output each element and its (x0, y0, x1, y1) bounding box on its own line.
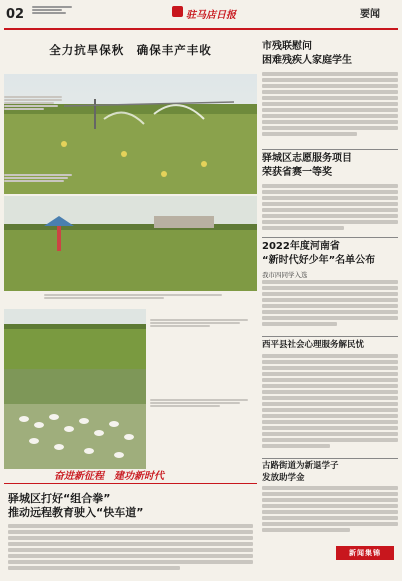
divider (262, 149, 398, 150)
photo-caption-top (4, 96, 64, 112)
article-3-title: 2022年度河南省 “新时代好少年”名单公布 (262, 241, 376, 266)
masthead-rule (4, 28, 398, 30)
article-2-title: 驿城区志愿服务项目 荣获省赛一等奖 (262, 153, 352, 178)
photo-caption-lower (150, 319, 250, 329)
photo-farmland (4, 309, 146, 369)
news-collection-label: 新闻集锦 (336, 546, 394, 560)
photo-woman-umbrella (4, 196, 257, 291)
banner-text: 奋进新征程 建功新时代 (54, 471, 164, 482)
article-1-title: 市残联慰问 困难残疾人家庭学生 (262, 41, 352, 66)
article-3-subtitle: 我市四同学入选 (262, 271, 308, 279)
section-label: 要闻 (360, 9, 380, 20)
article-3-body (262, 280, 398, 334)
newspaper-logo (172, 5, 234, 21)
date-info (32, 6, 92, 16)
article-4-body (262, 354, 398, 456)
divider (262, 237, 398, 238)
page-number: 02 (6, 7, 25, 22)
divider (262, 458, 398, 459)
article-4-title: 西平县社会心理服务解民忧 (262, 340, 365, 350)
photo-caption-mid (4, 174, 74, 184)
lead-title: 全力抗旱保秋 确保丰产丰收 (49, 43, 212, 57)
photo-caption-wide (44, 294, 224, 301)
photo-ducks (4, 369, 146, 469)
article-5-title: 古路街道为新退学子 发放助学金 (262, 461, 339, 483)
article-1-body (262, 72, 398, 144)
slogan-banner (4, 466, 257, 484)
article-2-body (262, 184, 398, 236)
lead-feature (4, 34, 257, 474)
divider (262, 336, 398, 337)
logo-text: 驻马店日报 (186, 10, 236, 21)
bottom-article-body (8, 524, 253, 578)
emblem-icon (172, 6, 183, 17)
masthead (0, 0, 402, 30)
photo-caption-bottom (150, 399, 250, 409)
bottom-article-title: 驿城区打好“组合拳” 推动远程教育驶入“快车道” (8, 492, 144, 519)
article-5-body (262, 486, 398, 540)
